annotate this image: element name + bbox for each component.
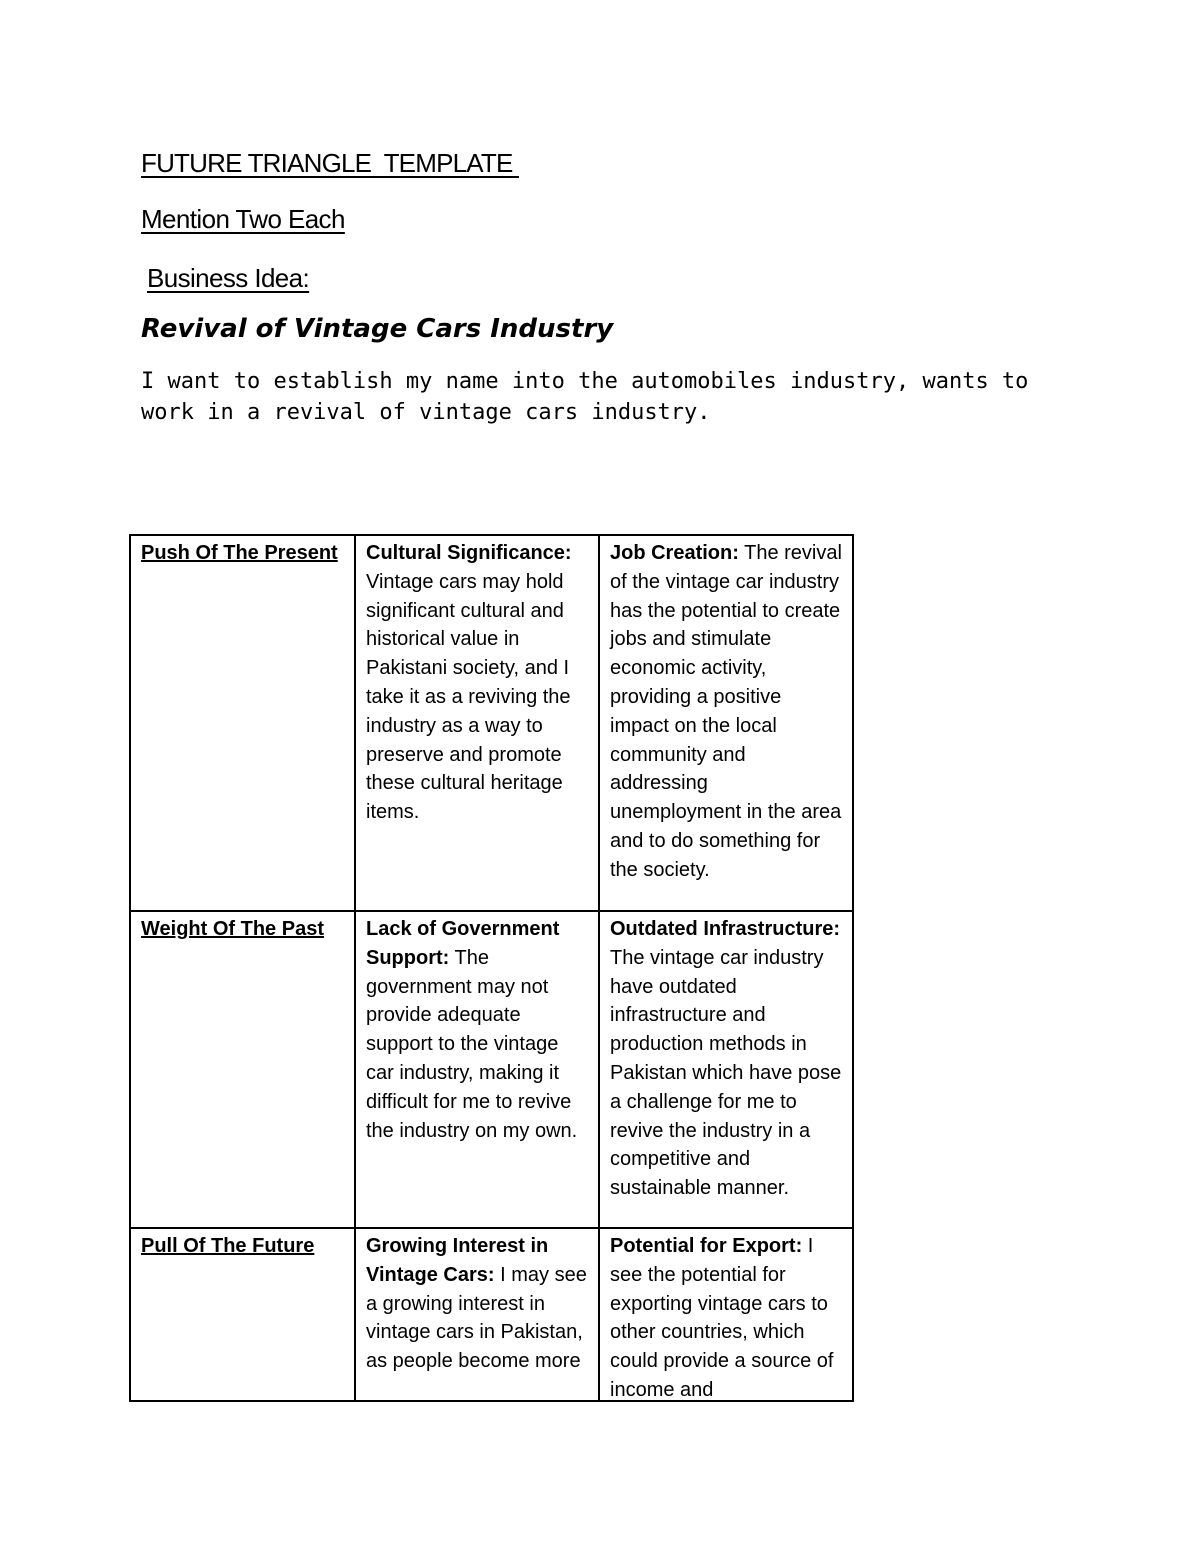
business-idea-title: Revival of Vintage Cars Industry [141, 314, 614, 344]
cell-text: I see the potential for exporting vintage cars to other countries, which could provide a source of income and [610, 1235, 834, 1400]
cell-text: The revival of the vintage car industry has the potential to create jobs and stimulate economic activity, providing a positive impact on the local community and addressing unemployment in the area and to do something for the society. [610, 542, 842, 881]
cell-text: The government may not provide adequate support to the vintage car industry, making it difficult for me to revive the industry on my own. [366, 946, 578, 1142]
cell-text: Vintage cars may hold significant cultural and historical value in Pakistani society, and I take it as a reviving the industry as a way to preserve and promote these cultural heritage items. [366, 570, 571, 824]
cell-title: Cultural Significance: [366, 542, 572, 564]
cell-text: I may see a growing interest in vintage cars in Pakistan, as people become more [366, 1263, 587, 1373]
table-cell [355, 535, 599, 911]
table-cell [599, 1228, 853, 1401]
document-subtitle: Mention Two Each [141, 204, 345, 234]
cell-content [366, 1232, 588, 1400]
document-title: FUTURE TRIANGLE TEMPLATE [141, 148, 519, 178]
table-cell [355, 1228, 599, 1401]
row-label: Pull Of The Future [141, 1235, 315, 1257]
cell-title: Lack of Government Support: [366, 918, 560, 969]
table-cell [599, 535, 853, 911]
row-label-cell [130, 911, 355, 1228]
cell-text: The vintage car industry have outdated infrastructure and production methods in Pakistan which have pose a challenge for me to revive the industry in a competitive and sustainable manner. [610, 946, 842, 1200]
table-cell [355, 911, 599, 1228]
row-label-cell [130, 1228, 355, 1401]
cell-content [610, 1232, 842, 1400]
row-label-cell [130, 535, 355, 911]
table-row-push-of-present [130, 535, 853, 911]
cell-title: Growing Interest in Vintage Cars: [366, 1235, 549, 1286]
cell-title: Job Creation: [610, 542, 739, 564]
row-label: Weight Of The Past [141, 918, 324, 940]
future-triangle-table [129, 534, 854, 1402]
row-label: Push Of The Present [141, 542, 338, 564]
business-idea-label: Business Idea: [147, 263, 310, 293]
intro-paragraph: I want to establish my name into the automobiles industry, wants to work in a revival of vintage cars industry. [141, 369, 1029, 425]
cell-title: Potential for Export: [610, 1235, 803, 1257]
table-row-weight-of-past [130, 911, 853, 1228]
table-row-pull-of-future [130, 1228, 853, 1401]
table-cell [599, 911, 853, 1228]
cell-title: Outdated Infrastructure: [610, 918, 841, 940]
